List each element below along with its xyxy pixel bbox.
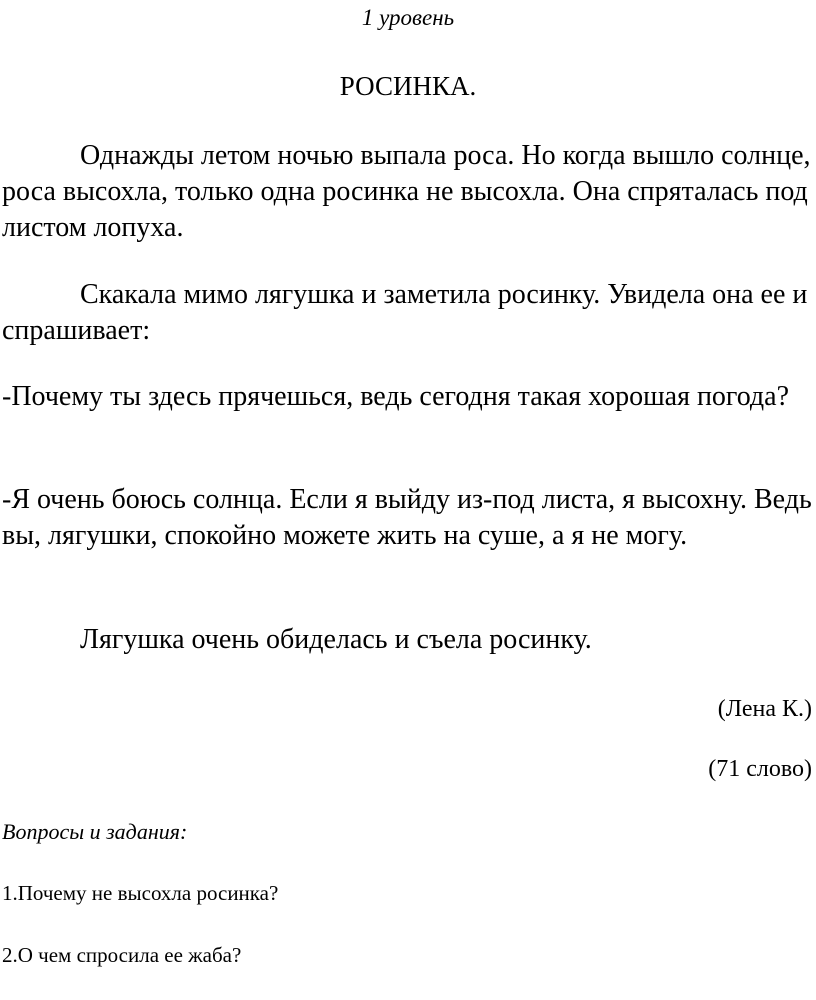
story-paragraph-5: Лягушка очень обиделась и съела росинку. [80,624,592,655]
question-1: 1.Почему не высохла росинка? [2,881,279,905]
story-title: РОСИНКА. [339,71,477,101]
level-label: 1 уровень [361,5,455,30]
story-paragraph-4: -Я очень боюсь солнца. Если я выйду из-под листа, я высохну. Ведь вы, лягушки, спокойно можете жить на суше, а я не могу. [2,484,812,551]
story-paragraph-3: -Почему ты здесь прячешься, ведь сегодня такая хорошая погода? [2,381,790,412]
story-paragraph-2: Скакала мимо лягушка и заметила росинку. Увидела она ее и спрашивает: [2,279,808,346]
question-2: 2.О чем спросила ее жаба? [2,943,242,967]
story-paragraph-1: Однажды летом ночью выпала роса. Но когда вышло солнце, роса высохла, только одна росинка не высохла. Она спряталась под листом лопуха. [2,140,811,243]
word-count: (71 слово) [708,756,812,782]
story-author: (Лена К.) [717,696,812,722]
questions-heading: Вопросы и задания: [2,819,188,844]
